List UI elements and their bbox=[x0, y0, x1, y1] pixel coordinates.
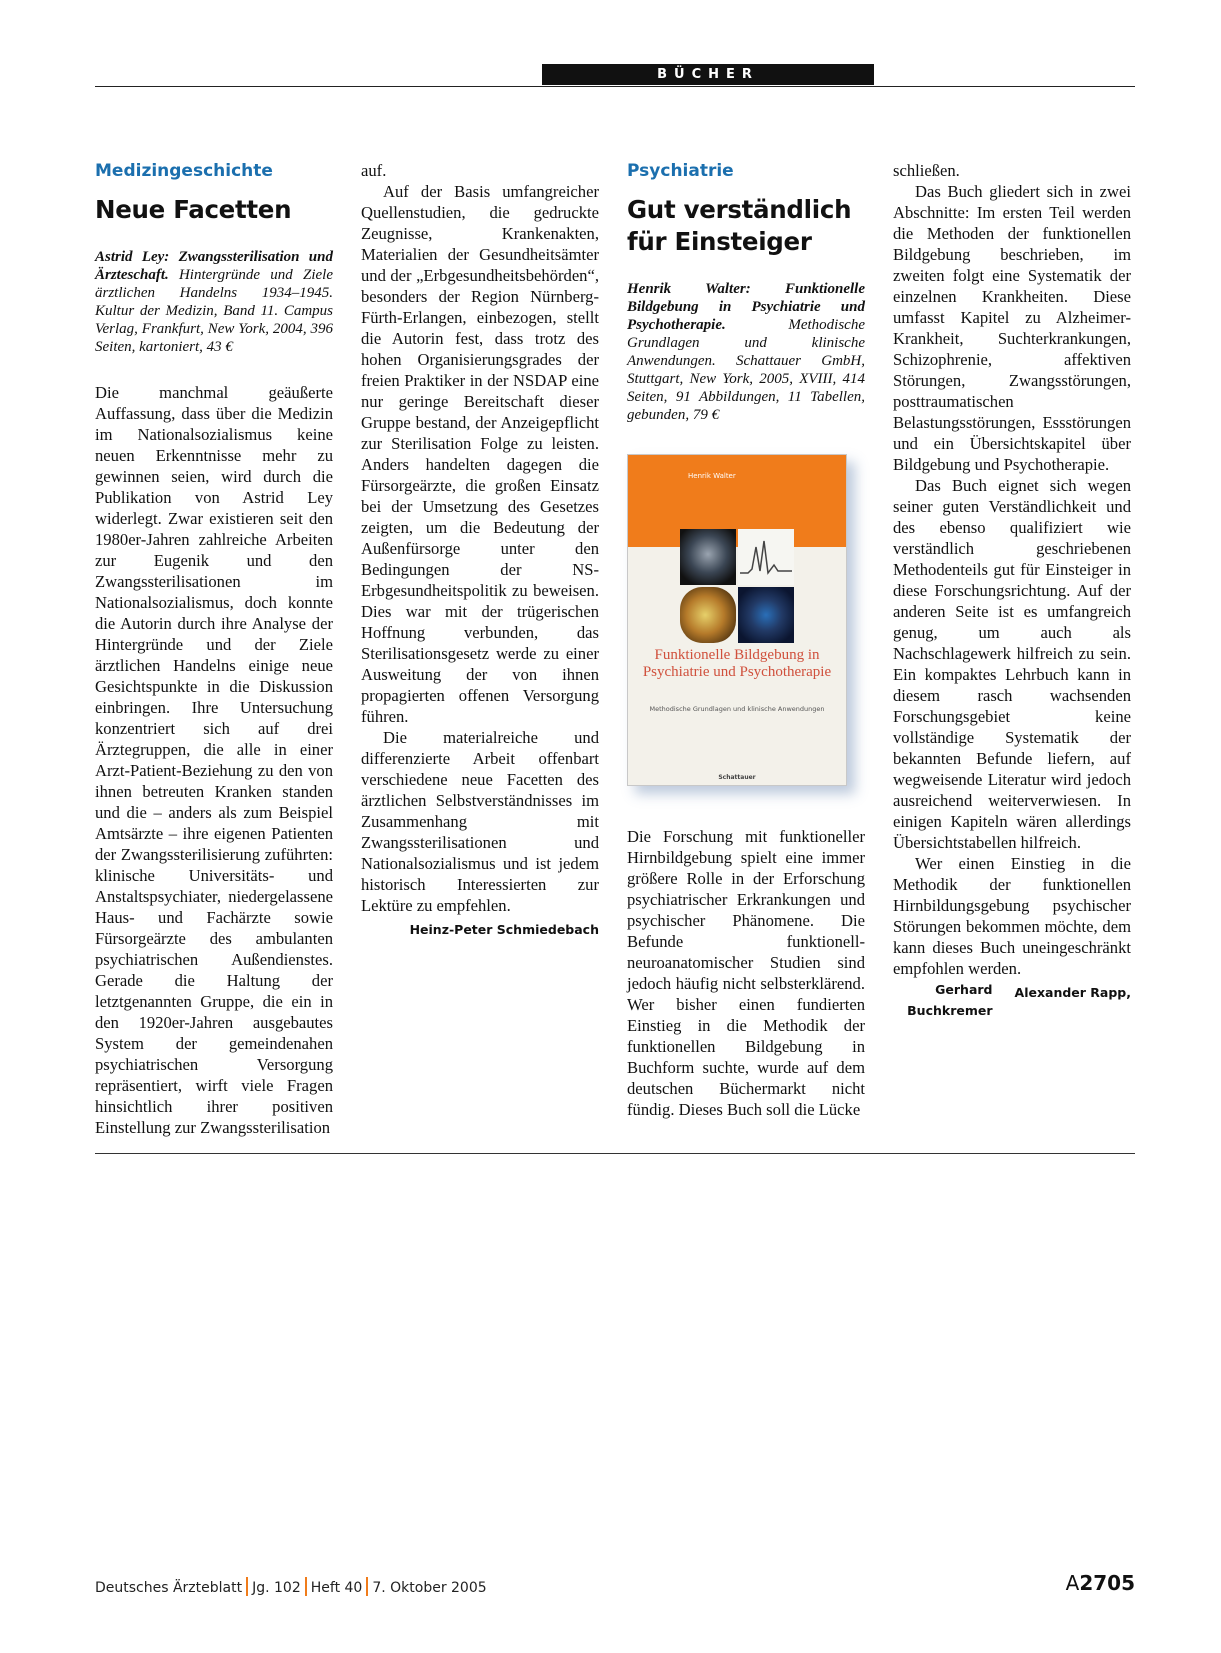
footer bbox=[95, 1577, 487, 1596]
section-label: BÜCHER bbox=[542, 64, 874, 85]
column-1 bbox=[95, 160, 333, 1138]
article2-kicker: Psychiatrie bbox=[627, 161, 734, 181]
footer-separator bbox=[366, 1577, 368, 1596]
cover-graph-image bbox=[738, 529, 794, 585]
article2-book-title: Henrik Walter: Funktionelle Bildgebung in Psychiatrie und Psychotherapie. bbox=[627, 281, 865, 333]
cover-subtitle: Methodische Grundlagen und klinische Anwendungen bbox=[649, 705, 825, 713]
article2-bibliography bbox=[627, 280, 865, 424]
cover-title: Funktionelle Bildgebung in Psychiatrie und Psychotherapie bbox=[642, 647, 832, 680]
footer-separator bbox=[246, 1577, 248, 1596]
bottom-rule bbox=[95, 1153, 1135, 1154]
article2-book-details: Methodische Grundlagen und klinische Anwendungen. Schattauer GmbH, Stuttgart, New York, 2005, XVIII, 414 Seiten, 91 Abbildungen, 11 Tabellen, gebunden, 79 € bbox=[627, 317, 865, 423]
footer-journal: Deutsches Ärzteblatt bbox=[95, 1580, 243, 1596]
footer-volume: Jg. 102 bbox=[252, 1580, 301, 1596]
cover-author: Henrik Walter bbox=[688, 472, 736, 480]
article1-kicker: Medizingeschichte bbox=[95, 161, 273, 181]
article1-book-title: Astrid Ley: Zwangssterilisation und Ärzteschaft. bbox=[95, 249, 333, 283]
column-3 bbox=[627, 160, 865, 1120]
footer-issue: Heft 40 bbox=[310, 1580, 363, 1596]
article2-headline: Gut verständlich für Einsteiger bbox=[627, 195, 852, 256]
article2-paragraph-1: Die Forschung mit funktioneller Hirnbildgebung spielt eine immer größere Rolle in der Erforschung psychiatrischer Erkrankungen und psychischer Phänomene. Die Befunde funktionell-neuroanatomischer Studien sind jedoch häufig nicht selbsterklärend. Wer bisher einen fundierten Einstieg in die Methodik der funktionellen Bildgebung in Buchform suchte, wurde auf dem deutschen Büchermarkt nicht fündig. Dieses Buch soll die Lücke bbox=[627, 827, 865, 1119]
book-cover-image bbox=[627, 454, 847, 786]
cover-publisher: Schattauer bbox=[718, 774, 756, 781]
article2-paragraph-4-text: Wer einen Einstieg in die Methodik der funktionellen Hirnbildungsgebung psychischer Störungen bekommen möchte, dem kann dieses Buch uneingeschränkt empfohlen werden. bbox=[893, 854, 1131, 978]
cover-3d-brain-image bbox=[738, 587, 794, 643]
page-number bbox=[1066, 1571, 1135, 1595]
article1-headline: Neue Facetten bbox=[95, 195, 292, 224]
cover-brain-scan-image bbox=[680, 529, 736, 585]
footer-separator bbox=[305, 1577, 307, 1596]
article2-paragraph-2: Das Buch gliedert sich in zwei Abschnitte: Im ersten Teil werden die Methoden der funktionellen Bildgebung beschrieben, im zweiten folgt eine Systematik der einzelnen Krankheiten. Diese umfasst Kapitel zu Alzheimer-Krankheit, Suchterkrankungen, Schizophrenie, affektiven Störungen, Zwangsstörungen, posttraumatischen Belastungsstörungen, Essstörungen und ein Übersichtskapitel über Bildgebung und Psychotherapie. bbox=[893, 182, 1131, 474]
article2-paragraph-3: Das Buch eignet sich wegen seiner guten Verständlichkeit und des ebenso qualifiziert wie verständlich geschriebenen Methodenteils gut für Einsteiger in diese Forschungsrichtung. Auf der anderen Seite ist es umfangreich genug, um auch als Nachschlagewerk hilfreich zu sein. Ein kompaktes Lehrbuch kann in diesem rasch wachsenden Forschungsgebiet keine vollständige Systematik der bekannten Befunde liefern, auf wegweisende Literatur wird jedoch ausreichend weiterverwiesen. In einigen Kapiteln wären allerdings Übersichtstabellen hilfreich. bbox=[893, 476, 1131, 852]
page-number-value: 2705 bbox=[1079, 1571, 1135, 1595]
header-rule bbox=[95, 64, 1135, 87]
footer-date: 7. Oktober 2005 bbox=[372, 1580, 487, 1596]
article1-paragraph-1-continued: auf. bbox=[361, 161, 387, 180]
cover-orange-band bbox=[628, 455, 846, 547]
cover-brain-surface-image bbox=[680, 587, 736, 643]
article2-author-line-2: Gerhard Buchkremer bbox=[907, 982, 993, 1018]
article2-paragraph-1-continued: schließen. bbox=[893, 161, 960, 180]
column-4 bbox=[893, 160, 1131, 1021]
article1-author: Heinz-Peter Schmiedebach bbox=[409, 922, 599, 937]
article1-paragraph-3-text: Die materialreiche und differenzierte Arbeit offenbart verschiedene neue Facetten des ärztlichen Selbstverständnisses im Zusammenhang mit Zwangssterilisationen und Nationalsozialismus und ist jedem historisch Interessierten zur Lektüre zu empfehlen. bbox=[361, 728, 599, 915]
article1-book-details: Hintergründe und Ziele ärztlichen Handelns 1934–1945. Kultur der Medizin, Band 11. Campus Verlag, Frankfurt, New York, 2004, 396 Seiten, kartoniert, 43 € bbox=[95, 267, 333, 355]
article1-paragraph-1: Die manchmal geäußerte Auffassung, dass über die Medizin im Nationalsozialismus keine neuen Erkenntnisse mehr zu gewinnen seien, wird durch die Publikation von Astrid Ley widerlegt. Zwar existieren seit den 1980er-Jahren zahlreiche Arbeiten zur Eugenik und den Zwangssterilisationen im Nationalsozialismus, doch konnte die Autorin durch ihre Analyse der Hintergründe und der Ziele ärztlichen Handelns einige neue Gesichtspunkte in die Diskussion einbringen. Ihre Untersuchung konzentriert sich auf drei Ärztegruppen, die alle in einer Arzt-Patient-Beziehung zu den von ihnen betreuten Kranken standen und die – anders als zum Beispiel Amtsärzte – ihre eigenen Patienten der Zwangssterilisierung zuführten: klinische Universitäts- und Anstaltspsychiater, niedergelassene Haus- und Fachärzte sowie Fürsorgeärzte des ambulanten psychiatrischen Außendienstes. Gerade die Haltung der letztgenannten Gruppe, die ein in den 1920er-Jahren ausgebautes System der gemeindenahen psychiatrischen Versorgung repräsentiert, wirft viele Fragen hinsichtlich ihrer positiven Einstellung zur Zwangssterilisation bbox=[95, 383, 333, 1137]
article1-bibliography bbox=[95, 248, 333, 356]
article1-paragraph-3 bbox=[361, 727, 599, 937]
column-2 bbox=[361, 160, 599, 940]
article1-paragraph-2: Auf der Basis umfangreicher Quellenstudien, die gedruckte Zeugnisse, Krankenakten, Materialien der Gesundheitsämter und der „Erbgesundheitsbehörden“, besonders der Region Nürnberg-Fürth-Erlangen, einbezogen, stellt die Autorin fest, dass trotz des hohen Organisierungsgrades der freien Praktiker in der NSDAP eine nur geringe Bereitschaft dieser Gruppe bestand, der Anzeigepflicht zur Sterilisation Folge zu leisten. Anders handelten dagegen die Fürsorgeärzte, die großen Einsatz bei der Umsetzung des Gesetzes zeigten, um die Bedeutung der Außenfürsorge unter den Bedingungen der NS-Erbgesundheitspolitik zu beweisen. Dies war mit der trügerischen Hoffnung verbunden, das Sterilisationsgesetz werde zu einer Ausweitung der von ihnen propagierten offenen Versorgung führen. bbox=[361, 182, 599, 726]
article2-author-line-1: Alexander Rapp, bbox=[1014, 985, 1131, 1000]
page-prefix: A bbox=[1065, 1571, 1080, 1595]
